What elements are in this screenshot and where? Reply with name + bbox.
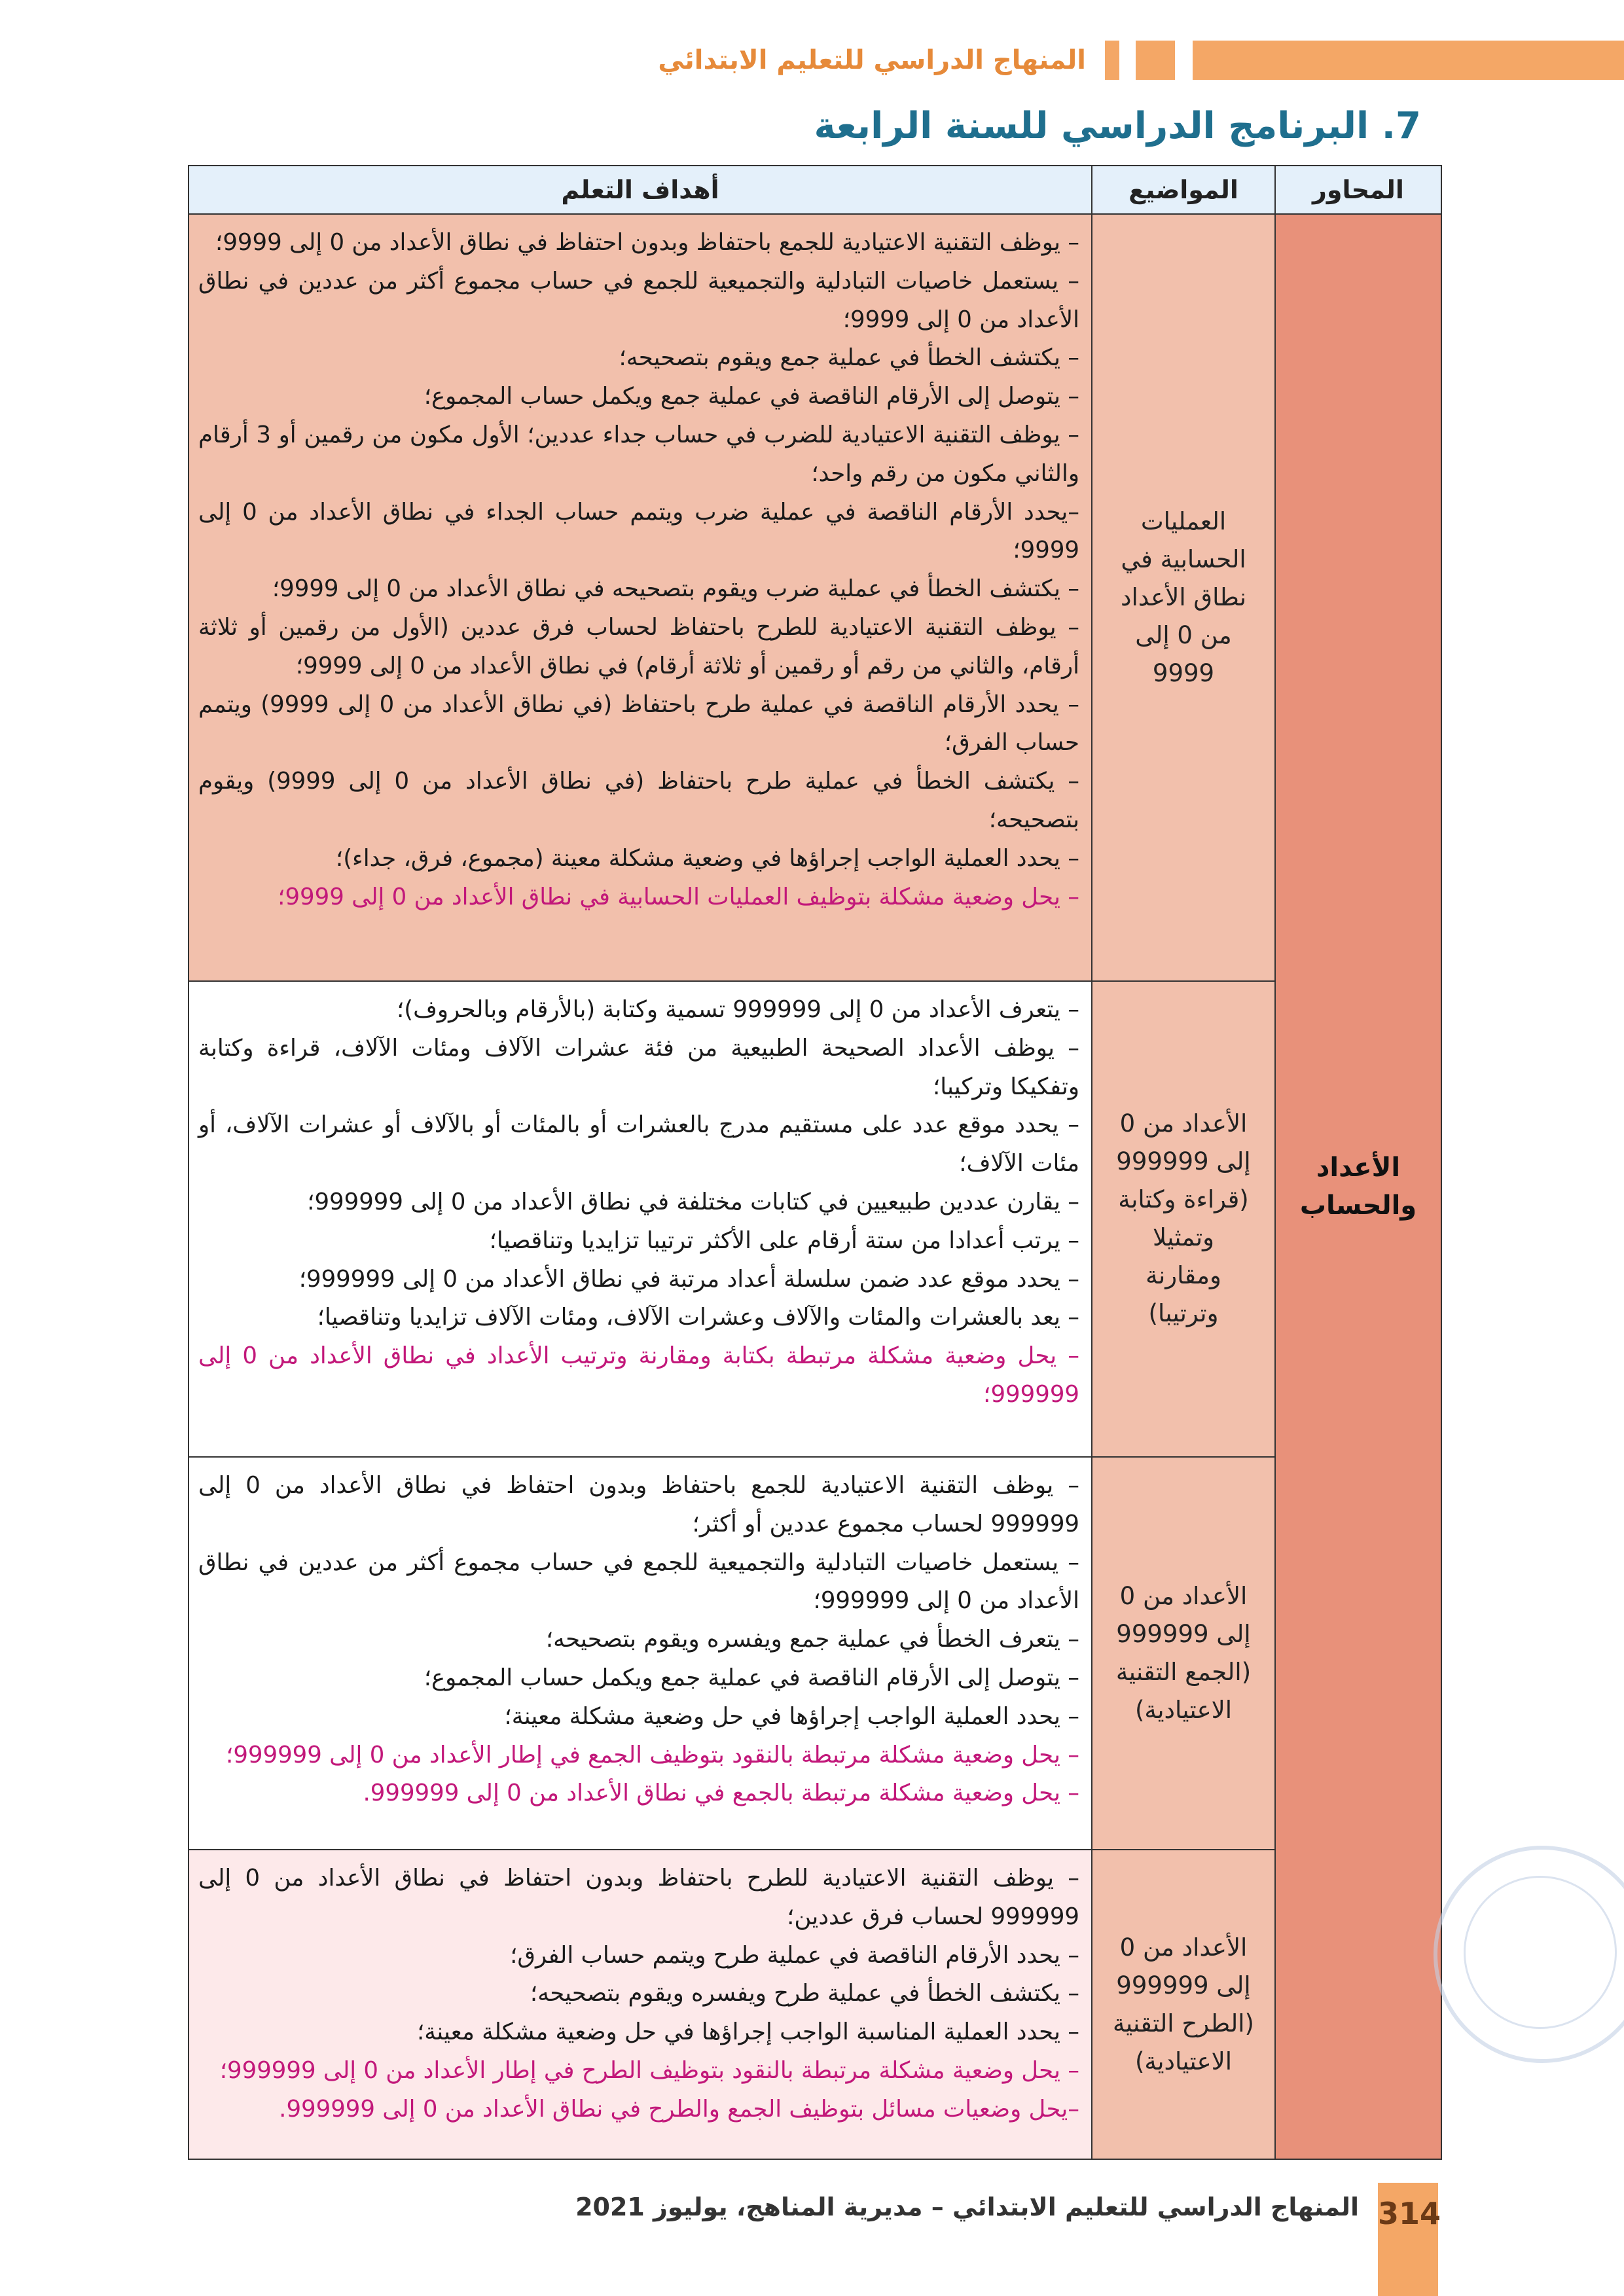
objective-item: – يعد بالعشرات والمئات والآلاف وعشرات الآلاف، ومئات الآلاف تزايديا وتناقصيا؛	[317, 1304, 1079, 1331]
objective-item: – يكتشف الخطأ في عملية ضرب ويقوم بتصحيحه في نطاق الأعداد من 0 إلى 9999؛	[272, 575, 1079, 603]
objectives-cell	[189, 1457, 1092, 1850]
curriculum-table	[188, 165, 1442, 2160]
objective-item: –يحدد الأرقام الناقصة في عملية ضرب ويتمم حساب الجداء في نطاق الأعداد من 0 إلى 9999؛	[198, 498, 1079, 564]
objective-item: – يحدد موقع عدد على مستقيم مدرج بالعشرات أو بالمئات أو بالآلاف أو عشرات الآلاف، أو مئات الآلاف؛	[198, 1111, 1079, 1177]
objective-item: – يستعمل خاصيات التبادلية والتجميعية للجمع في حساب مجموع أكثر من عددين في نطاق الأعداد من 0 إلى 999999؛	[198, 1549, 1079, 1615]
topic-cell	[1092, 981, 1275, 1457]
objective-item: – يحدد العملية المناسبة الواجب إجراؤها في حل وضعية مشكلة معينة؛	[416, 2018, 1079, 2046]
table-body	[189, 214, 1441, 2159]
objective-item: – يرتب أعدادا من ستة أرقام على الأكثر ترتيبا تزايديا وتناقصيا؛	[489, 1227, 1079, 1254]
header-objectives: أهداف التعلم	[189, 166, 1092, 214]
axis-label: الأعداد والحساب	[1299, 1153, 1417, 1221]
objectives-list	[198, 1467, 1079, 1813]
axis-cell	[1275, 214, 1441, 2159]
section-title: 7. البرنامج الدراسي للسنة الرابعة	[814, 105, 1421, 147]
header-accent-stripe	[1105, 41, 1119, 80]
footer-text: المنهاج الدراسي للتعليم الابتدائي – مديرية المناهج، يوليوز 2021	[575, 2193, 1359, 2221]
objective-item: –يحل وضعيات مسائل بتوظيف الجمع والطرح في نطاق الأعداد من 0 إلى 999999.	[279, 2095, 1079, 2123]
objective-item: – يوظف الأعداد الصحيحة الطبيعية من فئة عشرات الآلاف ومئات الآلاف، قراءة وكتابة وتفكيكا وتركيبا؛	[198, 1034, 1079, 1100]
objective-item: – يحل وضعية مشكلة مرتبطة بكتابة ومقارنة وترتيب الأعداد في نطاق الأعداد من 0 إلى 999999؛	[198, 1342, 1079, 1408]
objective-item: – يحدد الأرقام الناقصة في عملية طرح باحتفاظ (في نطاق الأعداد من 0 إلى 9999) ويتمم حساب الفرق؛	[198, 691, 1079, 757]
objective-item: – يستعمل خاصيات التبادلية والتجميعية للجمع في حساب مجموع أكثر من عددين في نطاق الأعداد من 0 إلى 9999؛	[198, 267, 1079, 333]
table-row	[189, 981, 1441, 1457]
topic-label: الأعداد من 0 إلى 999999 (الطرح التقنية الاعتيادية)	[1112, 1933, 1254, 2075]
table-row	[189, 214, 1441, 981]
objective-item: – يكتشف الخطأ في عملية جمع ويقوم بتصحيحه؛	[619, 344, 1079, 372]
footer-accent-bar	[1378, 2245, 1438, 2296]
objective-item: – يتعرف الأعداد من 0 إلى 999999 تسمية وكتابة (بالأرقام وبالحروف)؛	[397, 996, 1079, 1023]
header-topics: المواضيع	[1092, 166, 1275, 214]
objective-item: – يحل وضعية مشكلة مرتبطة بالجمع في نطاق الأعداد من 0 إلى 999999.	[363, 1780, 1079, 1807]
objective-item: – يحدد العملية الواجب إجراؤها في وضعية مشكلة معينة (مجموع، فرق، جداء)؛	[335, 844, 1079, 872]
page-number: 314	[1378, 2183, 1438, 2245]
objective-item: – يتوصل إلى الأرقام الناقصة في عملية جمع ويكمل حساب المجموع؛	[424, 383, 1079, 410]
topic-label: الأعداد من 0 إلى 999999 (قراءة وكتابة وتمثيلا ومقارنة وترتيبا)	[1116, 1109, 1251, 1328]
table-row	[189, 1850, 1441, 2159]
topic-label: الأعداد من 0 إلى 999999 (الجمع التقنية الاعتيادية)	[1115, 1582, 1252, 1725]
objectives-cell	[189, 981, 1092, 1457]
header-accent-bar	[1193, 41, 1624, 80]
header-title: المنهاج الدراسي للتعليم الابتدائي	[658, 45, 1086, 75]
objective-item: – يوظف التقنية الاعتيادية للطرح باحتفاظ وبدون احتفاظ في نطاق الأعداد من 0 إلى 999999 لحساب فرق عددين؛	[198, 1865, 1079, 1930]
objective-item: – يوظف التقنية الاعتيادية للطرح باحتفاظ لحساب فرق عددين (الأول من رقمين أو ثلاثة أرقام، والثاني من رقم أو رقمين أو ثلاثة أرقام) في نطاق الأعداد من 0 إلى 9999؛	[198, 613, 1079, 679]
objective-item: – يقارن عددين طبيعيين في كتابات مختلفة في نطاق الأعداد من 0 إلى 999999؛	[307, 1188, 1079, 1215]
objective-item: – يكتشف الخطأ في عملية طرح باحتفاظ (في نطاق الأعداد من 0 إلى 9999) ويقوم بتصحيحه؛	[198, 768, 1079, 833]
objective-item: – يحدد موقع عدد ضمن سلسلة أعداد مرتبة في نطاق الأعداد من 0 إلى 999999؛	[298, 1265, 1079, 1293]
table-row	[189, 1457, 1441, 1850]
header-accent-block	[1136, 41, 1175, 80]
objective-item: – يحل وضعية مشكلة مرتبطة بالنقود بتوظيف الجمع في إطار الأعداد من 0 إلى 999999؛	[226, 1741, 1079, 1768]
table-header-row	[189, 166, 1441, 214]
objective-item: – يتعرف الخطأ في عملية جمع ويفسره ويقوم بتصحيحه؛	[545, 1626, 1079, 1653]
topic-cell	[1092, 214, 1275, 981]
objective-item: – يكتشف الخطأ في عملية طرح ويفسره ويقوم بتصحيحه؛	[530, 1980, 1079, 2007]
objective-item: – يوظف التقنية الاعتيادية للجمع باحتفاظ وبدون احتفاظ في نطاق الأعداد من 0 إلى 9999؛	[215, 229, 1079, 256]
objective-item: – يوظف التقنية الاعتيادية للضرب في حساب جداء عددين؛ الأول مكون من رقمين أو 3 أرقام والثاني مكون من رقم واحد؛	[198, 421, 1079, 487]
objective-item: – يحدد الأرقام الناقصة في عملية طرح ويتمم حساب الفرق؛	[510, 1941, 1079, 1969]
objective-item: – يوظف التقنية الاعتيادية للجمع باحتفاظ وبدون احتفاظ في نطاق الأعداد من 0 إلى 999999 لحساب مجموع عددين أو أكثر؛	[198, 1472, 1079, 1537]
topic-cell	[1092, 1850, 1275, 2159]
ministry-stamp	[1434, 1846, 1624, 2063]
page-header	[0, 0, 1624, 98]
topic-label: العمليات الحسابية في نطاق الأعداد من 0 إلى 9999	[1120, 507, 1247, 687]
objective-item: – يحدد العملية الواجب إجراؤها في حل وضعية مشكلة معينة؛	[504, 1702, 1079, 1730]
objectives-list	[198, 991, 1079, 1414]
topic-cell	[1092, 1457, 1275, 1850]
objectives-list	[198, 1859, 1079, 2129]
objectives-cell	[189, 1850, 1092, 2159]
header-axes: المحاور	[1275, 166, 1441, 214]
objective-item: – يتوصل إلى الأرقام الناقصة في عملية جمع ويكمل حساب المجموع؛	[424, 1664, 1079, 1692]
objectives-list	[198, 224, 1079, 916]
objective-item: – يحل وضعية مشكلة مرتبطة بالنقود بتوظيف الطرح في إطار الأعداد من 0 إلى 999999؛	[219, 2057, 1079, 2085]
objectives-cell	[189, 214, 1092, 981]
objective-item: – يحل وضعية مشكلة بتوظيف العمليات الحسابية في نطاق الأعداد من 0 إلى 9999؛	[278, 883, 1079, 910]
